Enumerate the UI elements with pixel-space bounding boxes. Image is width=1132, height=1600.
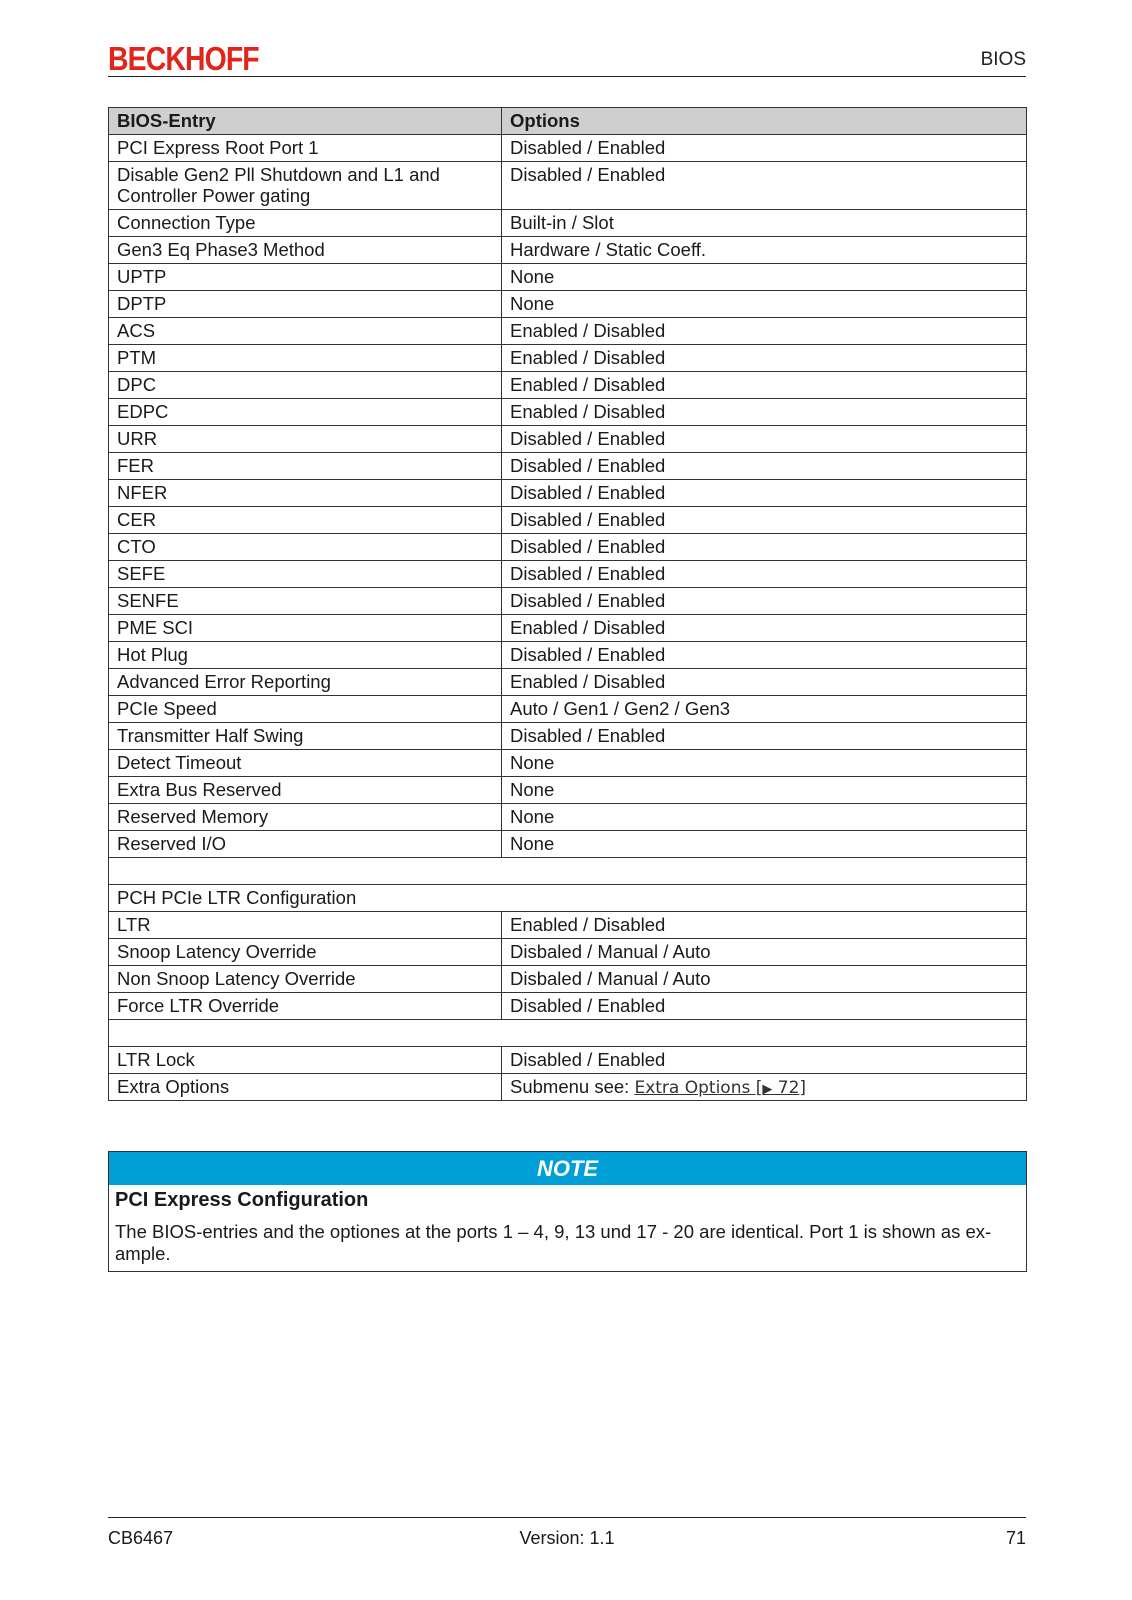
table-row: [109, 480, 1027, 507]
bios-entry-cell: Extra Options: [109, 1074, 502, 1101]
table-row: [109, 669, 1027, 696]
options-cell: Enabled / Disabled: [502, 912, 1027, 939]
section-title: BIOS: [980, 49, 1026, 70]
options-cell: Enabled / Disabled: [502, 615, 1027, 642]
spacer-row: [109, 858, 1027, 885]
options-cell: Disabled / Enabled: [502, 426, 1027, 453]
options-cell: Disabled / Enabled: [502, 162, 1027, 210]
options-cell: Disabled / Enabled: [502, 480, 1027, 507]
table-row: [109, 1047, 1027, 1074]
table-row: [109, 372, 1027, 399]
page-footer: [108, 1517, 1026, 1548]
options-cell: Disabled / Enabled: [502, 993, 1027, 1020]
options-cell: Disbaled / Manual / Auto: [502, 966, 1027, 993]
extra-options-link[interactable]: [634, 1078, 806, 1098]
options-cell: None: [502, 777, 1027, 804]
footer-page-number: 71: [1005, 1528, 1026, 1548]
bios-entry-cell: DPC: [109, 372, 502, 399]
page-header: [108, 38, 1026, 77]
options-cell: None: [502, 291, 1027, 318]
ltr-section-label: PCH PCIe LTR Configuration: [109, 885, 1027, 912]
options-cell: [502, 1074, 1027, 1101]
bios-entry-cell: Advanced Error Reporting: [109, 669, 502, 696]
options-cell: Disabled / Enabled: [502, 561, 1027, 588]
table-row: [109, 534, 1027, 561]
table-row: [109, 318, 1027, 345]
bios-entry-cell: UPTP: [109, 264, 502, 291]
bios-entry-cell: PTM: [109, 345, 502, 372]
spacer-row: [109, 1020, 1027, 1047]
column-header-options: Options: [502, 108, 1027, 135]
options-cell: Disabled / Enabled: [502, 135, 1027, 162]
options-cell: None: [502, 804, 1027, 831]
table-body-lock: [109, 1047, 1027, 1074]
table-row: [109, 966, 1027, 993]
table-body-ltr: [109, 858, 1027, 912]
bios-entry-cell: Hot Plug: [109, 642, 502, 669]
options-cell: Enabled / Disabled: [502, 345, 1027, 372]
table-row: [109, 237, 1027, 264]
bios-entries-table: [108, 107, 1027, 1101]
options-cell: Enabled / Disabled: [502, 372, 1027, 399]
bios-entry-cell: EDPC: [109, 399, 502, 426]
table-row: [109, 723, 1027, 750]
note-heading: PCI Express Configuration: [115, 1189, 369, 1211]
table-row: [109, 162, 1027, 210]
bios-entry-cell: URR: [109, 426, 502, 453]
bios-entry-cell: SENFE: [109, 588, 502, 615]
table-row: [109, 135, 1027, 162]
options-cell: None: [502, 831, 1027, 858]
options-cell: Disbaled / Manual / Auto: [502, 939, 1027, 966]
beckhoff-logo: BECKHOFF: [108, 40, 259, 77]
note-box: [108, 1151, 1027, 1272]
bios-entry-cell: PCIe Speed: [109, 696, 502, 723]
table-row: [109, 588, 1027, 615]
options-cell: Disabled / Enabled: [502, 507, 1027, 534]
bios-entry-cell: Force LTR Override: [109, 993, 502, 1020]
link-page-number: 72]: [772, 1078, 807, 1098]
table-row: [109, 561, 1027, 588]
table-row: [109, 642, 1027, 669]
table-row: [109, 939, 1027, 966]
table-row: [109, 615, 1027, 642]
arrow-right-icon: ▶: [762, 1082, 773, 1097]
bios-entry-cell: LTR: [109, 912, 502, 939]
footer-version: Version: 1.1: [519, 1528, 615, 1548]
table-body-ltr-entries: [109, 912, 1027, 1020]
column-header-bios-entry: BIOS-Entry: [109, 108, 502, 135]
options-cell: Enabled / Disabled: [502, 669, 1027, 696]
bios-entry-cell: Snoop Latency Override: [109, 939, 502, 966]
table-row: [109, 291, 1027, 318]
options-cell: Built-in / Slot: [502, 210, 1027, 237]
table-row: [109, 912, 1027, 939]
bios-entry-cell: ACS: [109, 318, 502, 345]
table-row: [109, 345, 1027, 372]
options-cell: Disabled / Enabled: [502, 534, 1027, 561]
options-cell: Hardware / Static Coeff.: [502, 237, 1027, 264]
options-cell: Disabled / Enabled: [502, 453, 1027, 480]
bios-entry-cell: LTR Lock: [109, 1047, 502, 1074]
bios-entry-cell: NFER: [109, 480, 502, 507]
options-cell: Disabled / Enabled: [502, 1047, 1027, 1074]
note-text: The BIOS-entries and the optiones at the ports 1 – 4, 9, 13 und 17 - 20 are identical. Port 1 is shown as ex-ample.: [115, 1221, 992, 1264]
table-row: [109, 210, 1027, 237]
bios-entry-cell: SEFE: [109, 561, 502, 588]
bios-entry-cell: Non Snoop Latency Override: [109, 966, 502, 993]
bios-entry-cell: Detect Timeout: [109, 750, 502, 777]
table-row: [109, 696, 1027, 723]
bios-entry-cell: DPTP: [109, 291, 502, 318]
bios-entry-cell: Connection Type: [109, 210, 502, 237]
table-row: [109, 777, 1027, 804]
bios-entry-cell: CER: [109, 507, 502, 534]
submenu-prefix: Submenu see:: [510, 1076, 635, 1097]
table-row: [109, 399, 1027, 426]
table-row: [109, 993, 1027, 1020]
bios-entry-cell: Reserved I/O: [109, 831, 502, 858]
link-text: Extra Options [: [634, 1078, 763, 1098]
bios-entry-cell: FER: [109, 453, 502, 480]
bios-entry-cell: Reserved Memory: [109, 804, 502, 831]
options-cell: Enabled / Disabled: [502, 318, 1027, 345]
bios-entry-cell: Gen3 Eq Phase3 Method: [109, 237, 502, 264]
table-row: [109, 1074, 1027, 1101]
table-header-row: [109, 108, 1027, 135]
bios-entry-cell: Transmitter Half Swing: [109, 723, 502, 750]
bios-entry-cell: PME SCI: [109, 615, 502, 642]
options-cell: Disabled / Enabled: [502, 723, 1027, 750]
options-cell: Disabled / Enabled: [502, 642, 1027, 669]
table-row: [109, 750, 1027, 777]
options-cell: Disabled / Enabled: [502, 588, 1027, 615]
options-cell: None: [502, 264, 1027, 291]
options-cell: None: [502, 750, 1027, 777]
bios-entry-cell: Extra Bus Reserved: [109, 777, 502, 804]
options-cell: Auto / Gen1 / Gen2 / Gen3: [502, 696, 1027, 723]
bios-entry-cell: PCI Express Root Port 1: [109, 135, 502, 162]
table-body-extra: [109, 1074, 1027, 1101]
options-cell: Enabled / Disabled: [502, 399, 1027, 426]
table-row: [109, 264, 1027, 291]
table-row: [109, 426, 1027, 453]
table-body-ports: [109, 135, 1027, 858]
table-row: [109, 831, 1027, 858]
note-label: NOTE: [109, 1151, 1026, 1185]
table-row: [109, 507, 1027, 534]
bios-entry-cell: CTO: [109, 534, 502, 561]
footer-product: CB6467: [108, 1528, 174, 1548]
ltr-section-row: [109, 885, 1027, 912]
table-row: [109, 804, 1027, 831]
table-row: [109, 453, 1027, 480]
bios-entry-cell: Disable Gen2 Pll Shutdown and L1 and Controller Power gating: [109, 162, 502, 210]
table-body-spacer: [109, 1020, 1027, 1047]
